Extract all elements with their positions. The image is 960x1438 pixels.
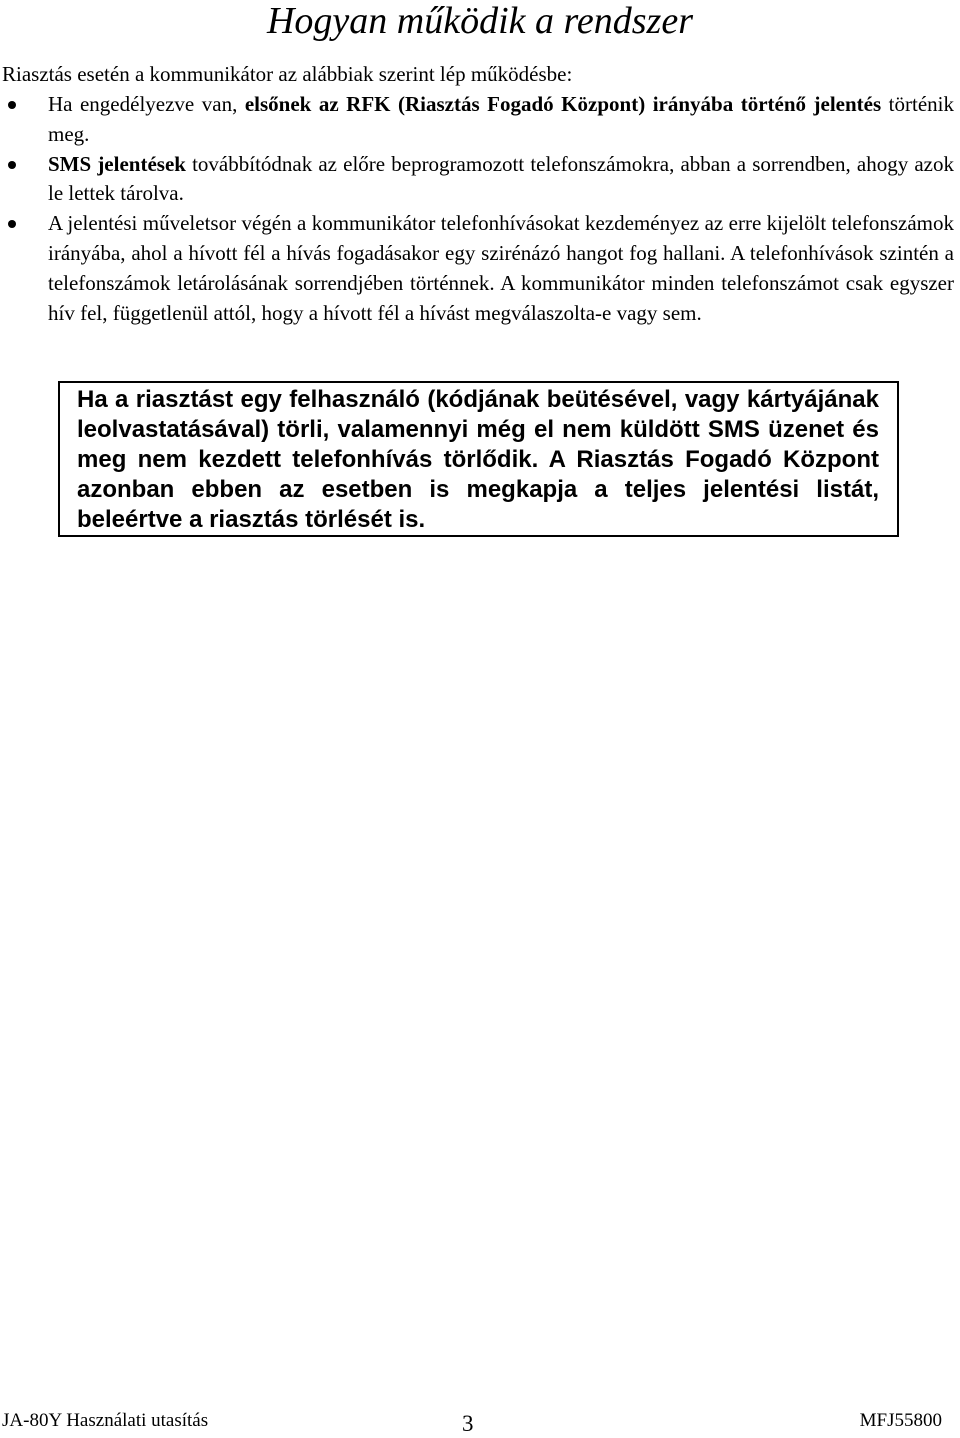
bullet-item-sms-reports [0,150,960,210]
footer-manual-name: JA-80Y Használati utasítás [2,1410,209,1431]
bullet-item-phone-calls [0,209,960,328]
bullet-icon [8,161,16,169]
footer-page-number: 3 [462,1411,474,1436]
intro-text: Riasztás esetén a kommunikátor az alábbiak szerint lép működésbe: [2,62,573,86]
bullet-text: továbbítódnak az előre beprogramozott telefonszámokra, abban a sorrendben, ahogy azok le lettek tárolva. [48,151,954,206]
bullet-bold-text: SMS jelentések [48,151,186,176]
footer-document-code: MFJ55800 [859,1410,942,1431]
bullet-list [0,90,960,328]
notice-box: Ha a riasztást egy felhasználó (kódjának beütésével, vagy kártyájának leolvastatásával) törli, valamennyi még el nem küldött SMS üzenet és meg nem kezdett telefonhívás törlődik. A Riasztás Fogadó Központ azonban ebben az esetben is megkapja a teljes jelentési listát, beleértve a riasztás törlését is. [58,381,899,537]
bullet-item-rfk-report [0,90,960,150]
page-title: Hogyan működik a rendszer [266,0,693,42]
bullet-text: történik meg. [48,92,954,146]
bullet-icon [8,220,16,228]
bullet-icon [8,101,16,109]
bullet-text: Ha engedélyezve van, [48,92,245,116]
bullet-text: A jelentési műveletsor végén a kommunikátor telefonhívásokat kezdeményez az erre kijelölt telefonszámok irányába, ahol a hívott fél a hívás fogadásakor egy szirénázó hangot fog hallani. A telefonhívások szintén a telefonszámok letárolásának sorrendjében történnek. A kommunikátor minden telefonszámot csak egyszer hív fel, függetlenül attól, hogy a hívott fél a hívást megválaszolta-e vagy sem. [48,211,954,325]
bullet-bold-text: elsőnek az RFK (Riasztás Fogadó Központ) irányába történő jelentés [244,92,882,116]
